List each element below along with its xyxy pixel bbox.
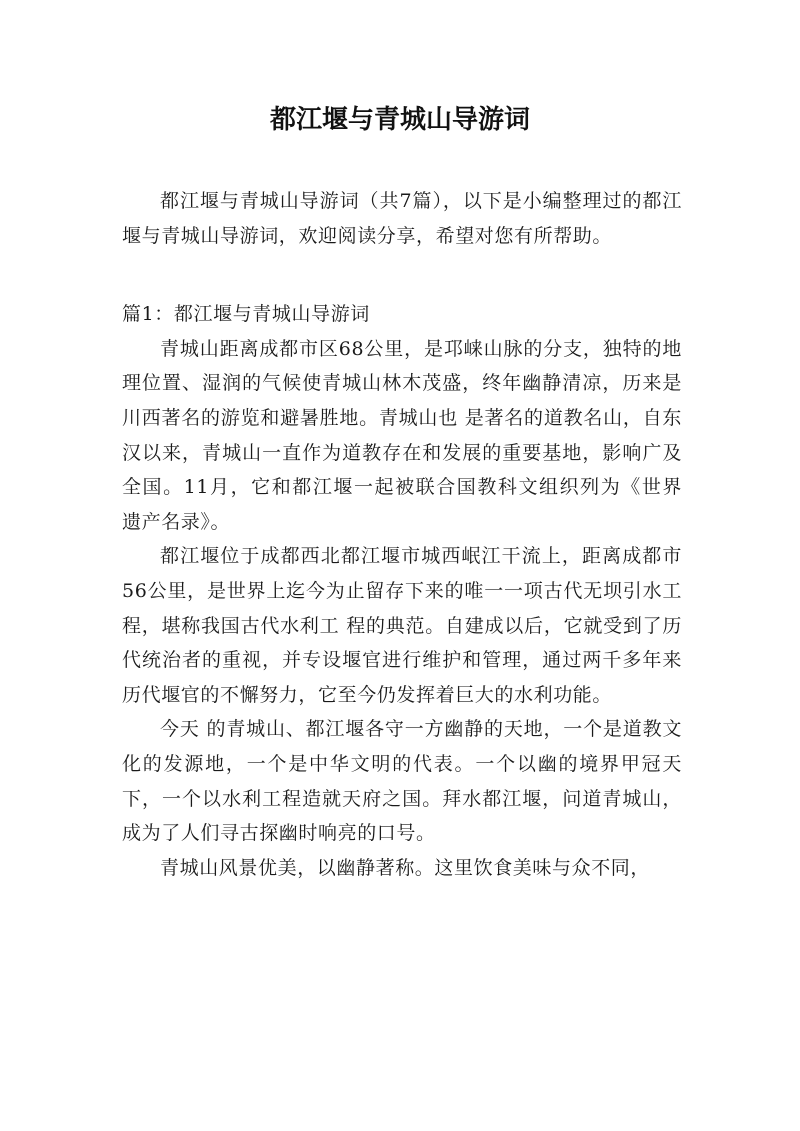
chapter-heading: 篇1：都江堰与青城山导游词 bbox=[122, 303, 370, 326]
body-paragraph-4: 青城山风景优美，以幽静著称。这里饮食美味与众不同， bbox=[160, 856, 651, 879]
body-paragraph-2: 都江堰位于成都西北都江堰市城西岷江干流上，距离成都市56公里，是世界上迄今为止留存下来的唯一一项古代无坝引水工程，堪称我国古代水利工 程的典范。自建成以后，它就受到了历代统治者的重视，并专设堰官进行维护和管理，通过两千多年来历代堰官的不懈努力，它至今仍发挥着巨大的水利功能。 bbox=[122, 545, 682, 706]
document-body bbox=[122, 184, 682, 885]
intro-paragraph: 都江堰与青城山导游词（共7篇），以下是小编整理过的都江堰与青城山导游词，欢迎阅读分享，希望对您有所帮助。 bbox=[122, 190, 682, 247]
body-paragraph-3: 今天 的青城山、都江堰各守一方幽静的天地，一个是道教文化的发源地，一个是中华文明的代表。一个以幽的境界甲冠天下，一个以水利工程造就天府之国。拜水都江堰，问道青城山，成为了人们寻古探幽时响亮的口号。 bbox=[122, 718, 682, 845]
body-paragraph-1: 青城山距离成都市区68公里，是邛崃山脉的分支，独特的地理位置、湿润的气候使青城山林木茂盛，终年幽静清凉，历来是川西著名的游览和避暑胜地。青城山也 是著名的道教名山，自东汉以来，青城山一直作为道教存在和发展的重要基地，影响广及全国。11月，它和都江堰一起被联合国教科文组织列为《世界 遗产名录》。 bbox=[122, 337, 682, 533]
document-title: 都江堰与青城山导游词 bbox=[269, 105, 530, 135]
